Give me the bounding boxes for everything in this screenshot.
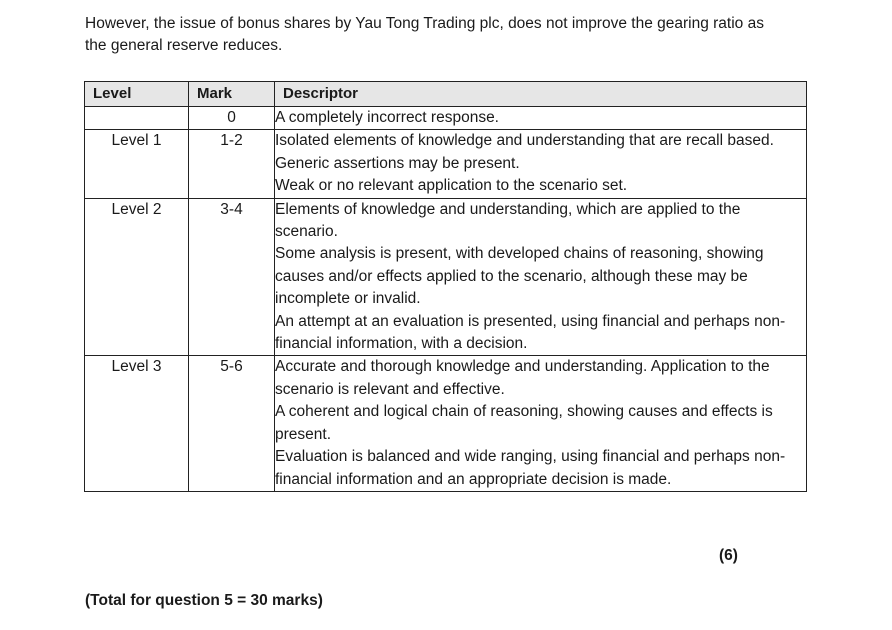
descriptor-line: Some analysis is present, with developed chains of reasoning, showing causes and/or effects applied to the scenario, although these may be incomplete or invalid. [275, 245, 764, 308]
level-cell: Level 1 [85, 130, 189, 198]
levels-mark-scheme-table [84, 81, 807, 492]
descriptor-cell [275, 198, 807, 356]
header-mark: Mark [189, 82, 275, 107]
table-row [85, 107, 807, 130]
header-descriptor: Descriptor [275, 82, 807, 107]
intro-line-1: However, the issue of bonus shares by Yau Tong Trading plc, does not improve the gearing ratio as [85, 15, 764, 32]
table-row [85, 130, 807, 198]
descriptor-line: Evaluation is balanced and wide ranging, using financial and perhaps non-financial information and an appropriate decision is made. [275, 448, 786, 488]
descriptor-line: A coherent and logical chain of reasoning, showing causes and effects is present. [275, 403, 773, 443]
mark-cell: 5-6 [189, 356, 275, 491]
table-header-row [85, 82, 807, 107]
intro-line-2: the general reserve reduces. [85, 37, 283, 54]
descriptor-line: A completely incorrect response. [275, 109, 499, 126]
question-total: (Total for question 5 = 30 marks) [85, 592, 323, 609]
marks-total: (6) [719, 547, 738, 564]
descriptor-line: An attempt at an evaluation is presented, using financial and perhaps non-financial information, with a decision. [275, 312, 786, 353]
mark-cell: 3-4 [189, 198, 275, 356]
level-cell: Level 2 [85, 198, 189, 356]
descriptor-line: Weak or no relevant application to the scenario set. [275, 177, 628, 195]
table-row [85, 198, 807, 356]
mark-cell: 0 [189, 107, 275, 130]
level-cell: Level 3 [85, 356, 189, 491]
descriptor-cell [275, 356, 807, 491]
intro-paragraph [85, 13, 865, 57]
descriptor-line: Elements of knowledge and understanding, which are applied to the scenario. [275, 200, 741, 241]
descriptor-line: Generic assertions may be present. [275, 154, 520, 172]
mark-cell: 1-2 [189, 130, 275, 198]
descriptor-cell [275, 107, 807, 130]
level-cell [85, 107, 189, 130]
descriptor-line: Isolated elements of knowledge and understanding that are recall based. [275, 132, 774, 150]
descriptor-line: Accurate and thorough knowledge and understanding. Application to the scenario is relevant and effective. [275, 358, 770, 398]
descriptor-cell [275, 130, 807, 198]
header-level: Level [85, 82, 189, 107]
table-row [85, 356, 807, 491]
